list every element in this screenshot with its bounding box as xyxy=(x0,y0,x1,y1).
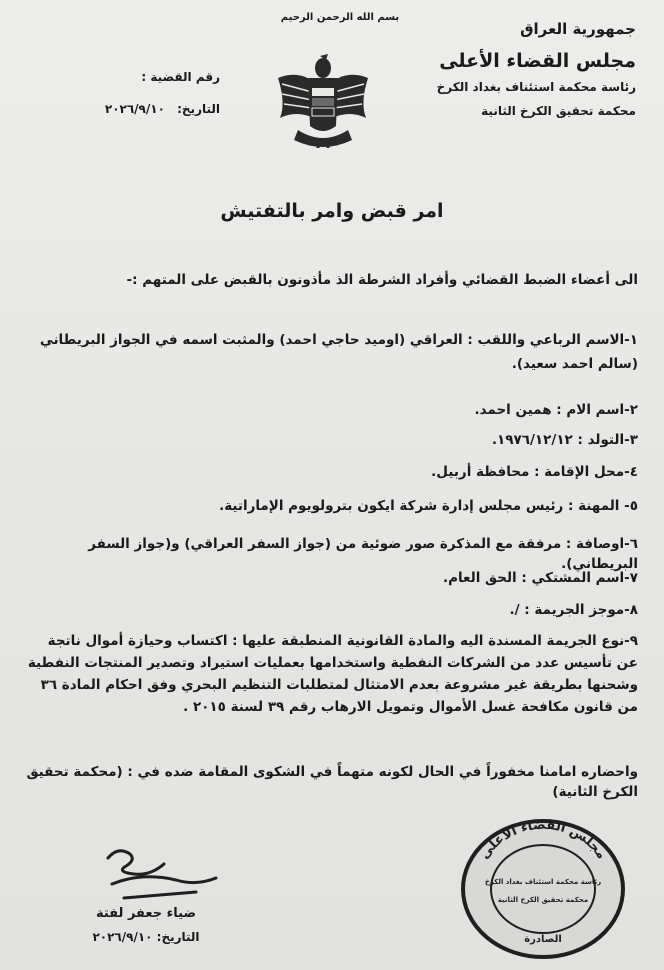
court-name: محكمة تحقيق الكرخ الثانية xyxy=(481,104,636,118)
item-2: ٢-اسم الام : همين احمد. xyxy=(474,402,638,418)
case-number-label: رقم القضية : xyxy=(141,70,220,84)
document-title: امر قبض وامر بالتفتيش xyxy=(220,200,444,222)
case-info xyxy=(20,70,220,134)
stamp-label: الصادرة xyxy=(524,934,562,945)
republic-name: جمهورية العراق xyxy=(520,20,636,38)
iraq-emblem-icon xyxy=(268,48,378,160)
closing-line: واحضاره امامنا مخفوراً في الحال لكونه متهماً في الشكوى المقامة ضده في : (محكمة تحقيق الكرخ الثانية) xyxy=(26,764,638,800)
intro-line: الى أعضاء الضبط القضائي وأفراد الشرطة الذ مأذونون بالقبض على المتهم :- xyxy=(126,272,638,288)
signature-date: التاريخ: ٢٠٢٦/٩/١٠ xyxy=(92,930,200,944)
stamp-bottom-text: محكمة تحقيق الكرخ الثانية xyxy=(497,896,589,904)
item-8: ٨-موجز الجريمة : /. xyxy=(509,602,638,618)
basmala: بسم الله الرحمن الرحيم xyxy=(280,12,400,23)
item-3: ٣-التولد : ١٩٧٦/١٢/١٢. xyxy=(491,432,638,448)
item-5: ٥- المهنة : رئيس مجلس إدارة شركة ايكون بترولويوم الإماراتية. xyxy=(219,498,638,514)
issuer-block xyxy=(406,20,636,118)
council-name: مجلس القضاء الأعلى xyxy=(439,50,636,72)
presidency-name: رئاسة محكمة استئناف بغداد الكرخ xyxy=(436,80,636,94)
date-value: ٢٠٢٦/٩/١٠ xyxy=(104,102,165,116)
stamp-inner-text: رئاسة محكمة استئناف بغداد الكرخ xyxy=(484,878,602,886)
item-9: ٩-نوع الجريمة المسندة اليه والمادة القانونية المنطبقة عليها : اكتساب وحيازة أموال ناتجة عن تأسيس عدد من الشركات النفطية واستخدامها بعمليات استيراد وتصدير المنتجات النفطية وشحنها بطريقة غير مشروعة بعدم الامتثال لمتطلبات التنظيم البحري وفق احكام المادة ٣٦ من قانون مكافحة غسل الأموال وتمويل الارهاب رقم ٣٩ لسنة ٢٠١٥ . xyxy=(27,633,638,715)
stamp-ring-text: مجلس القضاء الاعلى xyxy=(477,818,609,863)
item-7: ٧-اسم المشتكي : الحق العام. xyxy=(442,570,638,586)
date-label: التاريخ: xyxy=(177,102,220,116)
item-4: ٤-محل الإقامة : محافظة أربيل. xyxy=(431,464,638,480)
official-stamp xyxy=(458,818,628,960)
judge-name: ضياء جعفر لفتة xyxy=(95,906,197,921)
item-1: ١-الاسم الرباعي واللقب : العراقي (اوميد حاجي احمد) والمثبت اسمه في الجواز البريطاني (سالم احمد سعيد). xyxy=(39,332,638,372)
item-6: ٦-اوصافة : مرفقة مع المذكرة صور ضوئية من (جواز السفر العراقي) و(جواز السفر البريطاني). xyxy=(88,536,638,572)
